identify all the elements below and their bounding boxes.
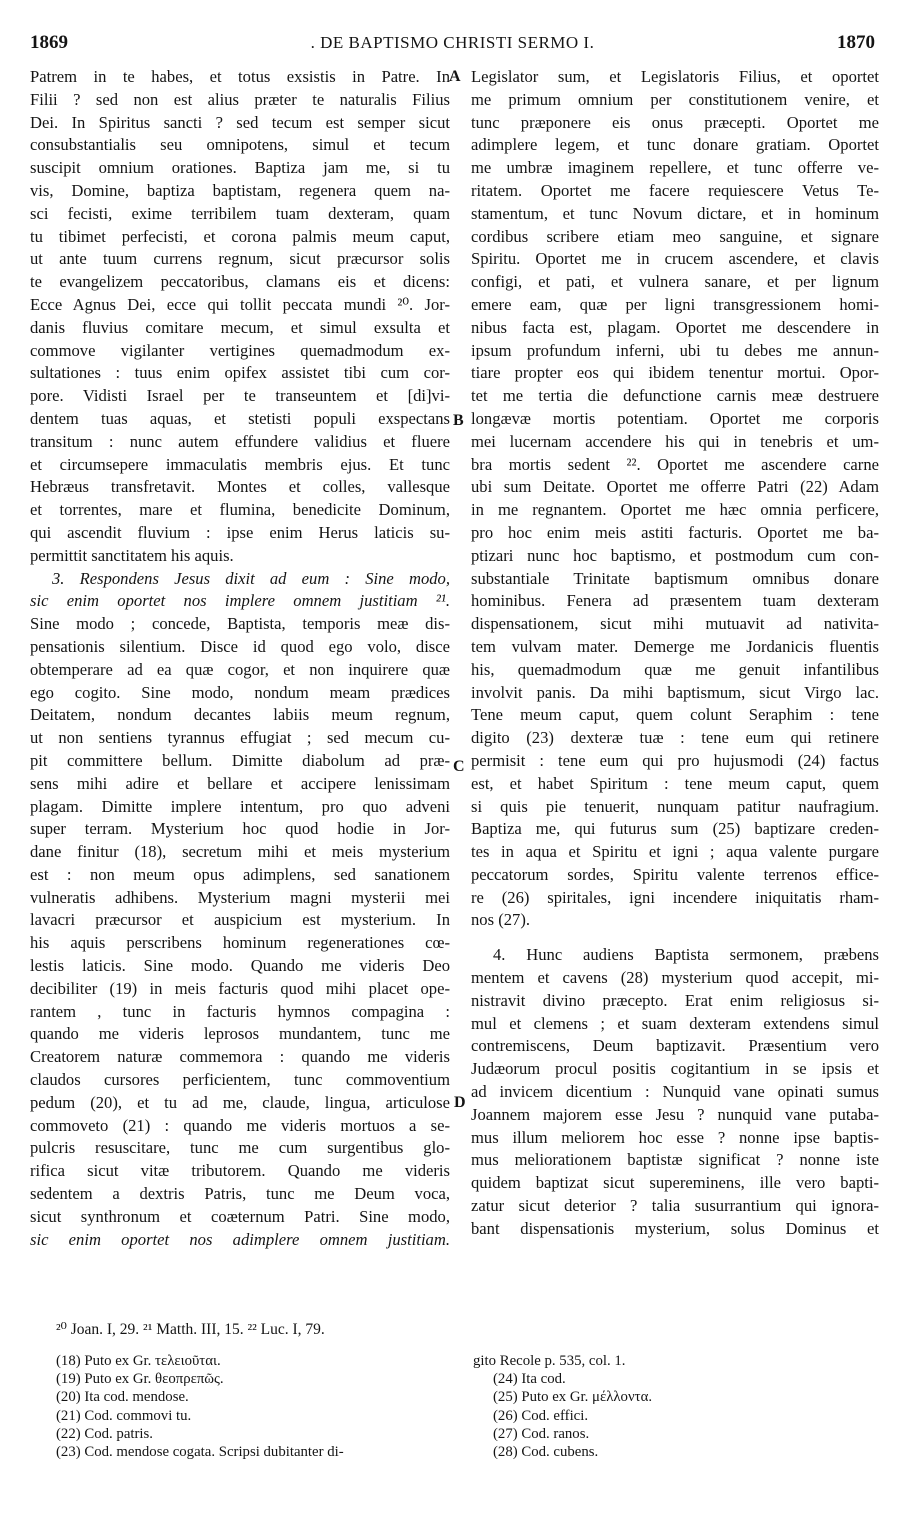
page-header xyxy=(30,32,875,56)
text-line: me primum omnium per constitutionem venire, et xyxy=(471,89,879,109)
text-line: mus meliorationem baptistæ significat ? nonne iste xyxy=(471,1150,879,1170)
text-line: me umbræ imaginem repellere, et tunc offerre ve- xyxy=(471,158,879,178)
text-line: plagam. Dimitte implere intentum, pro quo adveni xyxy=(30,796,450,816)
text-line: claudos cursores perficientem, tunc commoventium xyxy=(30,1070,450,1090)
text-line: Hebræus transfretavit. Montes et colles, vallesque xyxy=(30,477,450,497)
text-line: sens mihi adire et bellare et accipere lenissimam xyxy=(30,773,450,793)
text-line: tem vulvam mater. Demerge me Jordanicis fluentis xyxy=(471,636,879,656)
footnote: (24) Ita cod. xyxy=(493,1371,566,1388)
text-line: his, quemadmodum quæ me genuit infantilibus xyxy=(471,659,879,679)
text-line: hominibus. Fenera ad præsentem tuam dexteram xyxy=(471,591,879,611)
text-line: longævæ mortis potentiam. Oportet me corporis xyxy=(471,408,879,428)
text-line: cordibus scribere etiam meo sanguine, et signare xyxy=(471,226,879,246)
text-line: pedum (20), et tu ad me, claude, lingua, articulose xyxy=(30,1092,450,1112)
footnote: (28) Cod. cubens. xyxy=(493,1444,599,1461)
text-line: pit committere bellum. Dimitte diabolum ad præ- xyxy=(30,750,450,770)
margin-letter-d: D xyxy=(454,1094,466,1111)
text-line: pensationis silentium. Disce id quod ego volo, disce xyxy=(30,636,450,656)
text-line: ptizari nunc hoc baptismo, et postmodum cum con- xyxy=(471,545,879,565)
text-line: Baptiza me, qui futurus sum (25) baptizare creden- xyxy=(471,819,879,839)
text-line: mus illum meliorem hoc esse ? nonne ipse baptis- xyxy=(471,1127,879,1147)
text-line: ubi sum Deitate. Oportet me offerre Patri (22) Adam xyxy=(471,477,879,497)
text-line: pulcris resuscitare, tunc me cum surgentibus glo- xyxy=(30,1138,450,1158)
text-line: nibus facta est, plagam. Oportet me descendere in xyxy=(471,317,879,337)
text-line: lestis laticis. Sine modo. Quando me videris Deo xyxy=(30,956,450,976)
text-line: zatur sicut deterior ? talia susurrantium qui ignora- xyxy=(471,1196,879,1216)
margin-letter-c: C xyxy=(453,758,465,775)
text-line: Joannem majorem esse Jesu ? nunquid vane putaba- xyxy=(471,1104,879,1124)
text-line: ipsum profundum inferni, ubi tu debes me annun- xyxy=(471,340,879,360)
text-line: tunc præponere eis onus præcepti. Oportet me xyxy=(471,112,879,132)
text-line: permisit : tene eum qui pro hujusmodi (24) factus xyxy=(471,750,879,770)
text-line: dentem tuas aquas, et stetisti populi exspectans xyxy=(30,408,450,428)
footnotes-left xyxy=(56,1352,456,1461)
text-line: Deitatem, nondum decantes labiis meum regnum, xyxy=(30,705,450,725)
text-line: Patrem in te habes, et totus exsistis in Patre. In xyxy=(30,67,450,86)
text-line: emere eam, quæ per ligni transgressionem homi- xyxy=(471,294,879,314)
text-line: stamentum, et tunc Novum dictare, et in hominum xyxy=(471,203,879,223)
text-line: suscipit omnium orationes. Baptiza jam me, si tu xyxy=(30,158,450,178)
text-line: Tene meum caput, quem colunt Seraphim : tene xyxy=(471,705,879,725)
text-line: mei lucernam accendere his qui in tenebris et um- xyxy=(471,431,879,451)
text-line: danis fluvius comitare mecum, et simul exsulta et xyxy=(30,317,450,337)
text-line: nistravit divino præcepto. Erat enim religiosus si- xyxy=(471,990,879,1010)
text-line: mul et clemens ; et suam dexteram extendens simul xyxy=(471,1013,879,1033)
footnote: (25) Puto ex Gr. μέλλοντα. xyxy=(493,1389,653,1406)
text-line: nos (27). xyxy=(471,910,530,930)
text-line: sic enim oportet nos adimplere omnem justitiam. xyxy=(30,1229,450,1249)
text-line: Ecce Agnus Dei, ecce qui tollit peccata mundi ²⁰. Jor- xyxy=(30,294,450,314)
text-line: bra mortis sedent ²². Oportet me ascendere carne xyxy=(471,454,879,474)
text-line: transitum : nunc autem effundere validius et fluere xyxy=(30,431,450,451)
footnote: (19) Puto ex Gr. θεοπρεπῶς. xyxy=(56,1371,224,1388)
text-line: bant dispensationis mysterium, solus Dominus et xyxy=(471,1218,879,1238)
text-line: re (26) spiritales, igni incendere iniquitatis rham- xyxy=(471,887,879,907)
text-line: est : non meum opus adimplens, sed sanationem xyxy=(30,864,450,884)
text-line: ut ante tuum currens regnum, sicut præcursor solis xyxy=(30,249,450,269)
text-line: lavacri præcursor et auspicium est mysterium. In xyxy=(30,910,450,930)
text-line: ad invicem dicentium : Nunquid vane opinati sumus xyxy=(471,1082,879,1102)
text-line: sic enim oportet nos implere omnem justitiam ²¹. xyxy=(30,591,450,611)
text-line: tes in aqua et Spiritu et igni ; aqua valente purgare xyxy=(471,842,879,862)
footnote: gito Recole p. 535, col. 1. xyxy=(473,1353,626,1369)
text-line: quidem baptizat sicut supereminens, ille vero bapti- xyxy=(471,1173,879,1193)
running-title: . DE BAPTISMO CHRISTI SERMO I. xyxy=(310,33,595,52)
text-line: ritatem. Oportet me facere requiescere Vetus Te- xyxy=(471,180,879,200)
footnote: (22) Cod. patris. xyxy=(56,1425,153,1442)
margin-letter-b: B xyxy=(453,412,464,429)
text-line: tu tibimet perfecisti, et corona palmis meum caput, xyxy=(30,226,450,246)
footnote: (27) Cod. ranos. xyxy=(493,1425,590,1442)
text-line: est, et habet Spiritum : tene meum caput, quem xyxy=(471,773,879,793)
text-line: te evangelizem peccatoribus, clamans eis et dicens: xyxy=(30,272,450,292)
text-line: mentem et cavens (28) mysterium quod accepit, mi- xyxy=(471,968,879,988)
text-line: digito (23) dexteræ tuæ : tene eum qui retinere xyxy=(471,728,879,748)
paragraph-gap xyxy=(471,932,879,944)
text-line: dispensationem, sicut mihi mutuavit ad nativita- xyxy=(471,614,879,634)
text-line: sedentem a dextris Patris, tunc me Deum voca, xyxy=(30,1184,450,1204)
text-line: sicut synthronum et coæternum Patri. Sine modo, xyxy=(30,1206,450,1226)
text-line: Spiritu. Oportet me in crucem ascendere, et clavis xyxy=(471,249,879,269)
text-line: si quis pie tenuerit, nunquam patitur naufragium. xyxy=(471,796,879,816)
page-number-right: 1870 xyxy=(837,32,875,53)
text-line: tiare propter eos qui ibidem tenentur mortui. Opor- xyxy=(471,363,879,383)
text-line: configi, et pati, et vulnera sanare, et per lignum xyxy=(471,272,879,292)
page-number-left: 1869 xyxy=(30,32,68,53)
text-line: rantem , tunc in facturis hymnos compagina : xyxy=(30,1001,450,1021)
footnote: (18) Puto ex Gr. τελειοῦται. xyxy=(56,1353,221,1369)
text-line: peccatorum sordes, Spiritu valente terrenos effice- xyxy=(471,864,879,884)
footnote: (20) Ita cod. mendose. xyxy=(56,1389,189,1406)
text-line: consubstantialis seu omnipotens, simul et tecum xyxy=(30,135,450,155)
text-line: vulneratis adhibens. Mysterium magni mysterii mei xyxy=(30,887,450,907)
scripture-references: ²⁰ Joan. I, 29. ²¹ Matth. III, 15. ²² Luc. I, 79. xyxy=(56,1321,325,1338)
text-line: pro hoc enim meis astiti facturis. Oportet me ba- xyxy=(471,522,879,542)
text-line: commoveto (21) : quando me videris mortuos a se- xyxy=(30,1115,450,1135)
text-line: commove vigilanter vertigines quemadmodum ex- xyxy=(30,340,450,360)
text-line: obtemperare ad ea quæ cogor, et non inquirere quæ xyxy=(30,659,450,679)
text-line: sultationes : tuus enim opifex assistet tibi cum cor- xyxy=(30,363,450,383)
margin-letter-a: A xyxy=(449,68,461,85)
text-line: permittit sanctitatem his aquis. xyxy=(30,545,234,565)
text-line: rifica sicut vitæ tributorem. Quando me videris xyxy=(30,1161,450,1181)
text-line: decibiliter (19) in meis facturis quod mihi placet ope- xyxy=(30,978,450,998)
text-line: Dei. In Spiritus sancti ? sed tecum est semper sicut xyxy=(30,112,450,132)
text-line: vis, Domine, baptiza baptistam, regenera quem na- xyxy=(30,180,450,200)
left-column xyxy=(30,66,450,1251)
text-line: ego cogito. Sine modo, nondum meam prædices xyxy=(30,682,450,702)
text-line: qui ascendit fluvium : ipse enim Herus laticis su- xyxy=(30,522,450,542)
text-line: et torrentes, mare et flumina, benedicite Dominum, xyxy=(30,500,450,520)
text-line: 4. Hunc audiens Baptista sermonem, præbens xyxy=(493,945,879,965)
footnote: (26) Cod. effici. xyxy=(493,1407,589,1424)
text-line: Filii ? sed non est alius præter te naturalis Filius xyxy=(30,89,450,109)
text-line: ut non sentiens tyrannus effugiat ; sed mecum cu- xyxy=(30,728,450,748)
text-line: tet me tertia die defunctione carnis meæ destruere xyxy=(471,386,879,406)
text-line: dane finitur (18), secretum mihi et meis mysterium xyxy=(30,842,450,862)
text-line: adimplere legem, et tunc donare gratiam. Oportet xyxy=(471,135,879,155)
text-line: et circumsepere immaculatis membris ejus. Et tunc xyxy=(30,454,450,474)
text-line: quando me videris leprosos mundantem, tunc me xyxy=(30,1024,450,1044)
text-line: sci fecisti, exime terribilem tuam dexteram, quam xyxy=(30,203,450,223)
text-line: Judæorum procul positis cogitantium in se ipsis et xyxy=(471,1059,879,1079)
text-line: contremiscens, Deum baptizavit. Præsentium vero xyxy=(471,1036,879,1056)
text-line: Sine modo ; concede, Baptista, temporis meæ dis- xyxy=(30,614,450,634)
text-line: super terram. Mysterium hoc quod hodie in Jor- xyxy=(30,819,450,839)
text-line: Creatorem naturæ commemora : quando me videris xyxy=(30,1047,450,1067)
footnote: (23) Cod. mendose cogata. Scripsi dubitanter di- xyxy=(56,1444,344,1461)
text-line: Legislator sum, et Legislatoris Filius, et oportet xyxy=(471,67,879,86)
text-line: involvit panis. Da mihi baptismum, sicut Virgo lac. xyxy=(471,682,879,702)
text-line: pore. Vidisti Israel per te transeuntem et [di]vi- xyxy=(30,386,450,406)
footnotes-right xyxy=(473,1352,873,1461)
right-column xyxy=(471,66,879,1241)
footnote: (21) Cod. commovi tu. xyxy=(56,1407,192,1424)
text-line: in me regnantem. Oportet me hæc omnia perficere, xyxy=(471,500,879,520)
text-line: his aquis perscribens hominum regenerationes cœ- xyxy=(30,933,450,953)
text-line: 3. Respondens Jesus dixit ad eum : Sine modo, xyxy=(52,568,450,588)
text-line: substantiale Trinitate baptismum omnibus donare xyxy=(471,568,879,588)
